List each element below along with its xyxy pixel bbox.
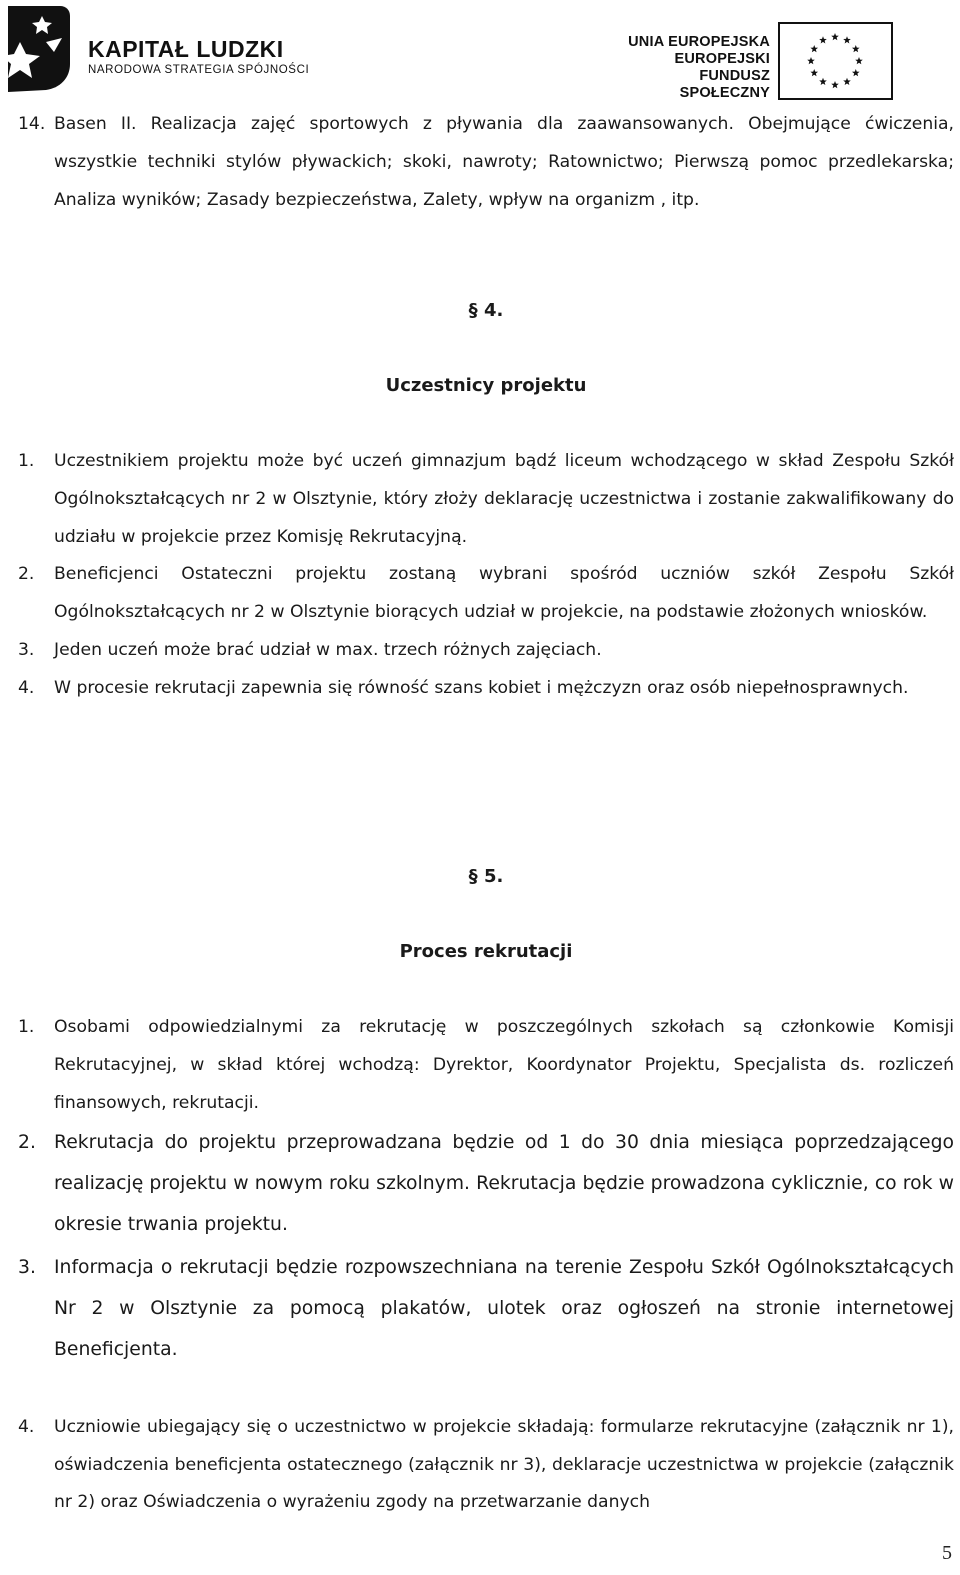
intro-item (18, 106, 954, 219)
item-text: W procesie rekrutacji zapewnia się równość szans kobiet i mężczyzn oraz osób niepełnosprawnych. (54, 677, 909, 698)
list-item (18, 1247, 954, 1371)
list-item (18, 670, 954, 708)
list-item (18, 1122, 954, 1246)
eu-star-icon (831, 81, 839, 88)
logo-subtitle: NARODOWA STRATEGIA SPÓJNOŚCI (88, 64, 310, 76)
item-text: Jeden uczeń może brać udział w max. trzech różnych zajęciach. (54, 639, 602, 660)
eu-logo-text (610, 34, 770, 102)
item-number: 3. (18, 1257, 36, 1278)
logo-title: KAPITAŁ LUDZKI (88, 36, 284, 62)
item-number: 1. (18, 451, 35, 471)
eu-logo-line: FUNDUSZ SPOŁECZNY (679, 68, 770, 101)
page-number: 5 (942, 1542, 952, 1564)
item-number: 2. (18, 1132, 36, 1153)
eu-star-icon (852, 69, 860, 76)
item-text: Basen II. Realizacja zajęć sportowych z pływania dla zaawansowanych. Obejmujące ćwiczenia, wszystkie techniki stylów pływackich; skoki, nawroty; Ratownictwo; Pierwszą pomoc przedlekarska; Analiza wyników; Zasady bezpieczeństwa, Zalety, wpływ na organizm , itp. (54, 114, 954, 210)
eu-logo (610, 22, 900, 102)
item-text: Osobami odpowiedzialnymi za rekrutację w poszczególnych szkołach są członkowie Komisji Rekrutacyjnej, w skład której wchodzą: Dyrektor, Koordynator Projektu, Specjalista ds. rozliczeń finansowych, rekrutacji. (54, 1017, 954, 1113)
eu-star-icon (831, 33, 839, 40)
eu-star-icon (810, 69, 818, 76)
eu-star-icon (810, 45, 818, 52)
item-text: Uczniowie ubiegający się o uczestnictwo w projekcie składają: formularze rekrutacyjne (załącznik nr 1), oświadczenia beneficjenta ostatecznego (załącznik nr 3), deklaracje uczestnictwa w projekcie (załącznik nr 2) oraz Oświadczenia o wyrażeniu zgody na przetwarzanie danych (54, 1417, 954, 1512)
item-number: 3. (18, 639, 35, 660)
section-4-symbol: § 4. (468, 300, 504, 321)
section-4-title: Uczestnicy projektu (385, 375, 587, 396)
eu-star-icon (819, 78, 827, 85)
list-item (18, 556, 954, 632)
section-4-list (18, 443, 954, 708)
eu-flag-icon (778, 22, 893, 100)
kapital-ludzki-logo (0, 2, 310, 92)
eu-star-icon (852, 45, 860, 52)
eu-logo-line: EUROPEJSKI (674, 51, 770, 67)
item-text: Rekrutacja do projektu przeprowadzana będzie od 1 do 30 dnia miesiąca poprzedzającego realizację projektu w nowym roku szkolnym. Rekrutacja będzie prowadzona cyklicznie, co rok w okresie trwania projektu. (54, 1132, 954, 1236)
section-5-title: Proces rekrutacji (399, 941, 573, 962)
item-number: 1. (18, 1017, 35, 1037)
item-number: 2. (18, 564, 35, 585)
list-item (18, 1409, 954, 1522)
item-number: 4. (18, 1417, 35, 1437)
eu-logo-line: UNIA EUROPEJSKA (628, 34, 770, 50)
eu-star-icon (855, 57, 863, 64)
kapital-ludzki-emblem-icon (2, 2, 82, 94)
eu-star-icon (843, 36, 851, 43)
section-5-symbol: § 5. (468, 866, 504, 887)
page-header (0, 0, 960, 104)
item-text: Informacja o rekrutacji będzie rozpowszechniana na terenie Zespołu Szkół Ogólnokształcących Nr 2 w Olsztynie za pomocą plakatów, ulotek oraz ogłoszeń na stronie internetowej Beneficjenta. (54, 1257, 954, 1361)
item-text: Uczestnikiem projektu może być uczeń gimnazjum bądź liceum wchodzącego w skład Zespołu Szkół Ogólnokształcących nr 2 w Olsztynie, który złoży deklarację uczestnictwa i zostanie zakwalifikowany do udziału w projekcie przez Komisję Rekrutacyjną. (54, 451, 954, 547)
list-item (18, 1009, 954, 1122)
list-item (18, 632, 954, 670)
list-item (18, 443, 954, 556)
eu-star-icon (819, 36, 827, 43)
eu-star-icon (843, 78, 851, 85)
item-number: 4. (18, 677, 35, 698)
item-number: 14. (18, 114, 46, 134)
item-text: Beneficjenci Ostateczni projektu zostaną wybrani spośród uczniów szkół Zespołu Szkół Ogólnokształcących nr 2 w Olsztynie biorących udział w projekcie, na podstawie złożonych wniosków. (54, 564, 954, 623)
eu-star-icon (807, 57, 815, 64)
